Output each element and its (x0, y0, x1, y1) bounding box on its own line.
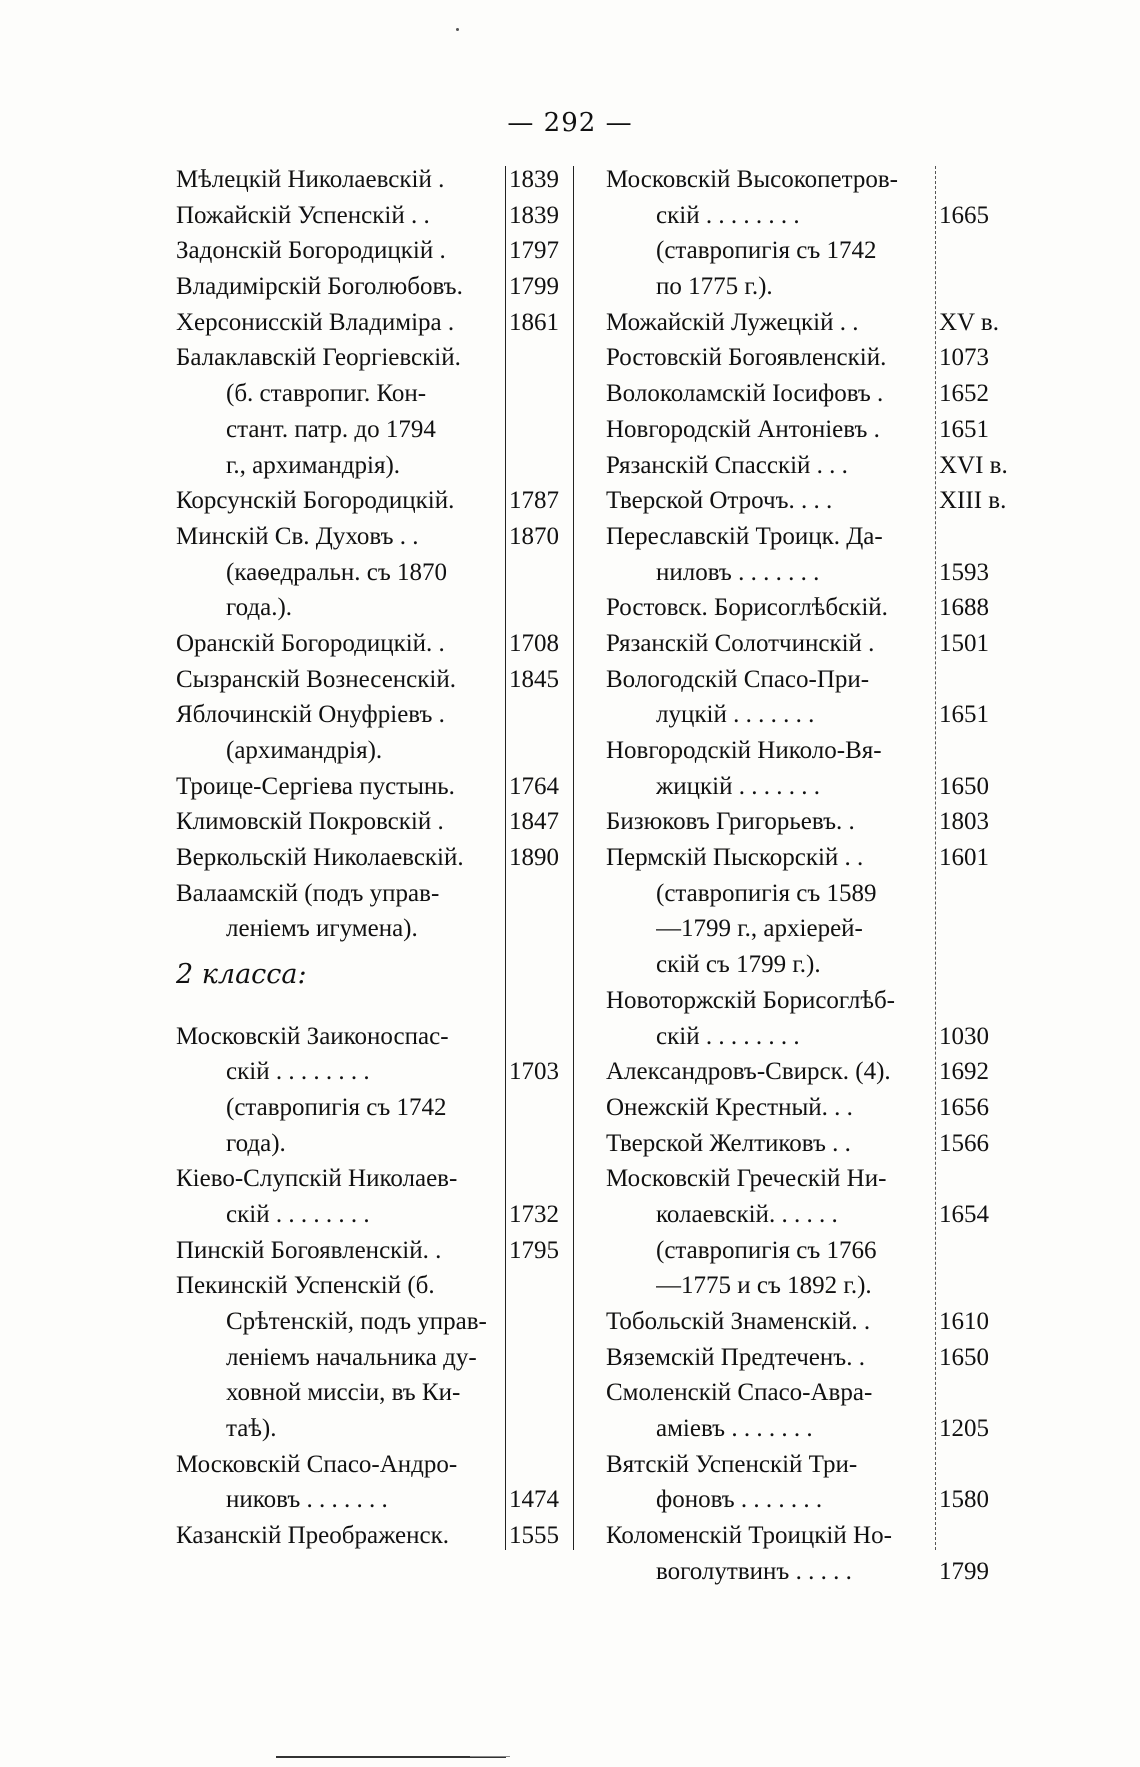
entry-name: года). (226, 1129, 286, 1157)
entry-name: фоновъ . . . . . . . (656, 1486, 823, 1514)
entry-row (606, 448, 1006, 484)
entry-row (176, 376, 576, 412)
entry-name: (ставропигія съ 1766 (656, 1236, 877, 1264)
entry-row (176, 412, 576, 448)
entry-row (606, 1304, 1006, 1340)
entry-row (176, 555, 576, 591)
entry-year: 1839 (509, 201, 559, 229)
entry-row (176, 1126, 576, 1162)
entry-year: 1732 (509, 1200, 559, 1228)
entry-name: Кіево-Слупскій Николаев- (176, 1165, 458, 1193)
entry-name: воголутвинъ . . . . . (656, 1557, 852, 1585)
entry-year: XIII в. (939, 487, 1007, 515)
entry-row (176, 1375, 576, 1411)
entry-year: 1870 (509, 522, 559, 550)
entry-row (606, 1019, 1006, 1055)
entry-row (176, 1411, 576, 1447)
entry-row (606, 305, 1006, 341)
entry-row (606, 412, 1006, 448)
entry-name: (архимандрія). (226, 737, 383, 764)
entry-year: 1501 (939, 629, 989, 657)
entry-year: 1073 (939, 344, 989, 372)
entry-year: 1839 (509, 166, 559, 193)
entry-row (176, 340, 576, 376)
entry-name: года.). (226, 594, 293, 622)
entry-year: 1764 (509, 772, 559, 800)
entry-name: Новгородскій Антоніевъ . (606, 415, 880, 443)
entry-row (176, 1161, 576, 1197)
entry-row (606, 1161, 1006, 1197)
entry-name: скій . . . . . . . . (226, 1200, 370, 1228)
entry-row (176, 590, 576, 626)
entry-row (176, 483, 576, 519)
entry-row (606, 590, 1006, 626)
entry-row (606, 1340, 1006, 1376)
entry-row (176, 840, 576, 876)
entry-name: Херсонисскій Владиміра . (176, 308, 455, 336)
entry-name: скій . . . . . . . . (656, 1022, 800, 1050)
entry-name: таѣ). (226, 1415, 277, 1443)
entry-row (606, 626, 1006, 662)
entry-name: стант. патр. до 1794 (226, 415, 436, 443)
entry-row (606, 1518, 1006, 1554)
entry-year: 1652 (939, 380, 989, 408)
entry-name: Вятскій Успенскій Три- (606, 1450, 858, 1478)
page-number: — 292 — (507, 108, 633, 138)
entry-row (176, 1090, 576, 1126)
entry-row (176, 733, 576, 769)
entry-year: 1795 (509, 1236, 559, 1264)
entry-row (606, 804, 1006, 840)
entry-name: Валаамскій (подъ управ- (176, 879, 440, 907)
entry-row (606, 269, 1006, 305)
entry-row (606, 1197, 1006, 1233)
entry-year: XVI в. (939, 451, 1008, 479)
entry-name: (ставропигія съ 1589 (656, 879, 877, 907)
entry-row (176, 1482, 576, 1518)
entry-row (606, 519, 1006, 555)
entry-name: Балаклавскій Георгіевскій. (176, 344, 461, 372)
entry-year: 1593 (939, 558, 989, 586)
entry-row (176, 947, 576, 1018)
entry-row (176, 269, 576, 305)
entry-name: Можайскій Лужецкій . . (606, 308, 859, 336)
entry-year: 1665 (939, 201, 989, 229)
entry-name: —1775 и съ 1892 г.). (656, 1272, 872, 1300)
entry-year: 1787 (509, 487, 559, 515)
entry-row (606, 1233, 1006, 1269)
entry-name: скій съ 1799 г.). (656, 951, 821, 979)
entry-name: ховной миссіи, въ Ки- (226, 1379, 461, 1407)
entry-row (606, 662, 1006, 698)
section-heading: 2 класса: (176, 959, 307, 991)
entry-name: Корсунскій Богородицкій. (176, 487, 455, 515)
entry-name: аміевъ . . . . . . . (656, 1415, 813, 1443)
entry-year: 1656 (939, 1093, 989, 1121)
entry-name: Яблочинскій Онуфріевъ . (176, 701, 445, 729)
entry-row (176, 1340, 576, 1376)
entry-name: Вологодскій Спасо-При- (606, 665, 870, 693)
entry-year: 1708 (509, 629, 559, 657)
entry-name: Троице-Сергіева пустынь. (176, 772, 455, 800)
entry-name: Волоколамскій Іосифовъ . (606, 380, 884, 408)
entry-row (606, 733, 1006, 769)
entry-row (176, 162, 576, 198)
entry-year: 1654 (939, 1200, 989, 1228)
left-column (176, 162, 576, 1554)
entry-row (176, 1304, 576, 1340)
right-column (606, 162, 1006, 1590)
entry-row (176, 448, 576, 484)
entry-row (606, 1126, 1006, 1162)
entry-row (606, 1268, 1006, 1304)
entry-year: 1205 (939, 1415, 989, 1443)
entry-year: 1799 (939, 1557, 989, 1585)
entry-year: 1688 (939, 594, 989, 622)
entry-year: 1030 (939, 1022, 989, 1050)
entry-name: Тобольскій Знаменскій. . (606, 1308, 871, 1335)
entry-row (176, 804, 576, 840)
entry-year: 1847 (509, 808, 559, 836)
entry-row (606, 1447, 1006, 1483)
entry-name: Московскій Заиконоспас- (176, 1022, 449, 1050)
entry-row (606, 840, 1006, 876)
entry-row (606, 162, 1006, 198)
entry-name: (б. ставропиг. Кон- (226, 380, 427, 408)
entry-row (176, 697, 576, 733)
entry-name: Задонскій Богородицкій . (176, 237, 446, 265)
entry-row (606, 1375, 1006, 1411)
entry-year: 1651 (939, 701, 989, 729)
entry-row (176, 911, 576, 947)
entry-name: Новгородскій Николо-Вя- (606, 737, 882, 764)
entry-year: 1555 (509, 1522, 559, 1550)
entry-name: скій . . . . . . . . (656, 201, 800, 229)
entry-name: Оранскій Богородицкій. . (176, 629, 445, 657)
ink-speck (456, 28, 459, 31)
entry-name: ниловъ . . . . . . . (656, 558, 820, 586)
entry-name: —1799 г., архіерей- (656, 915, 863, 943)
entry-name: Сызранскій Вознесенскій. (176, 665, 456, 693)
entry-name: Срѣтенскій, подъ управ- (226, 1308, 487, 1336)
entry-row (606, 1090, 1006, 1126)
entry-name: Новоторжскій Борисоглѣб- (606, 986, 896, 1014)
entry-year: 1799 (509, 273, 559, 301)
entry-row (176, 1019, 576, 1055)
entry-year: 1651 (939, 415, 989, 443)
entry-name: Московскій Высокопетров- (606, 166, 898, 193)
entry-row (606, 1411, 1006, 1447)
entry-name: г., архимандрія). (226, 451, 401, 479)
entry-name: (каѳедральн. съ 1870 (226, 558, 448, 586)
entry-year: 1703 (509, 1058, 559, 1086)
entry-name: Тверской Желтиковъ . . (606, 1129, 851, 1157)
entry-name: Пожайскій Успенскій . . (176, 201, 430, 229)
entry-name: Рязанскій Солотчинскій . (606, 629, 875, 657)
entry-row (176, 876, 576, 912)
entry-row (606, 769, 1006, 805)
entry-name: Минскій Св. Духовъ . . (176, 522, 419, 550)
entry-row (606, 697, 1006, 733)
entry-row (606, 376, 1006, 412)
entry-name: Онежскій Крестный. . . (606, 1093, 853, 1121)
entry-row (606, 233, 1006, 269)
entry-row (606, 1482, 1006, 1518)
entry-name: жицкій . . . . . . . (656, 772, 821, 800)
entry-row (606, 983, 1006, 1019)
entry-year: XV в. (939, 308, 999, 336)
entry-name: Коломенскій Троицкій Но- (606, 1522, 892, 1550)
entry-name: Рязанскій Спасскій . . . (606, 451, 848, 479)
entry-row (606, 198, 1006, 234)
entry-row (606, 555, 1006, 591)
entry-row (176, 1233, 576, 1269)
entry-name: скій . . . . . . . . (226, 1058, 370, 1086)
entry-year: 1580 (939, 1486, 989, 1514)
entry-name: леніемъ игумена). (226, 915, 418, 943)
entry-year: 1650 (939, 1343, 989, 1371)
entry-name: Пинскій Богоявленскій. . (176, 1236, 442, 1264)
entry-row (606, 483, 1006, 519)
entry-name: (ставропигія съ 1742 (656, 237, 877, 265)
entry-name: по 1775 г.). (656, 273, 773, 301)
entry-row (176, 769, 576, 805)
entry-name: Вяземскій Предтеченъ. . (606, 1343, 865, 1371)
entry-name: Ростовск. Борисоглѣбскій. (606, 594, 888, 622)
entry-name: Веркольскій Николаевскій. (176, 844, 464, 872)
entry-name: Мѣлецкій Николаевскій . (176, 166, 445, 193)
entry-name: Александровъ-Свирск. (4). (606, 1058, 891, 1086)
entry-name: Московскій Греческій Ни- (606, 1165, 887, 1193)
entry-name: (ставропигія съ 1742 (226, 1093, 447, 1121)
entry-row (606, 876, 1006, 912)
entry-name: Климовскій Покровскій . (176, 808, 444, 836)
entry-year: 1474 (509, 1486, 559, 1514)
entry-year: 1692 (939, 1058, 989, 1086)
entry-row (606, 340, 1006, 376)
entry-row (176, 1197, 576, 1233)
entry-name: никовъ . . . . . . . (226, 1486, 388, 1514)
entry-row (606, 1554, 1006, 1590)
entry-row (606, 947, 1006, 983)
entry-name: Тверской Отрочъ. . . . (606, 487, 833, 515)
entry-row (176, 519, 576, 555)
entry-name: Смоленскій Спасо-Авра- (606, 1379, 873, 1407)
entry-name: луцкій . . . . . . . (656, 701, 815, 729)
entry-row (176, 198, 576, 234)
entry-name: Переславскій Троицк. Да- (606, 522, 883, 550)
entry-year: 1890 (509, 844, 559, 872)
entry-year: 1566 (939, 1129, 989, 1157)
entry-name: Ростовскій Богоявленскій. (606, 344, 887, 372)
entry-name: Бизюковъ Григорьевъ. . (606, 808, 855, 836)
footer-rule-short (470, 1756, 510, 1757)
entry-year: 1861 (509, 308, 559, 336)
entry-row (606, 911, 1006, 947)
entry-name: колаевскій. . . . . . (656, 1200, 838, 1228)
entry-row (176, 1518, 576, 1554)
entry-year: 1803 (939, 808, 989, 836)
entry-year: 1650 (939, 772, 989, 800)
entry-year: 1610 (939, 1308, 989, 1335)
entry-year: 1797 (509, 237, 559, 265)
entry-name: леніемъ начальника ду- (226, 1343, 477, 1371)
entry-row (606, 1054, 1006, 1090)
entry-name: Московскій Спасо-Андро- (176, 1450, 458, 1478)
entry-row (176, 305, 576, 341)
entry-name: Пермскій Пыскорскій . . (606, 844, 864, 872)
entry-year: 1601 (939, 844, 989, 872)
entry-row (176, 1447, 576, 1483)
entry-row (176, 233, 576, 269)
entry-row (176, 626, 576, 662)
entry-row (176, 1054, 576, 1090)
entry-row (176, 1268, 576, 1304)
entry-year: 1845 (509, 665, 559, 693)
entry-name: Пекинскій Успенскій (б. (176, 1272, 435, 1300)
entry-name: Владимірскій Боголюбовъ. (176, 273, 463, 301)
entry-row (176, 662, 576, 698)
entry-name: Казанскій Преображенск. (176, 1522, 449, 1550)
